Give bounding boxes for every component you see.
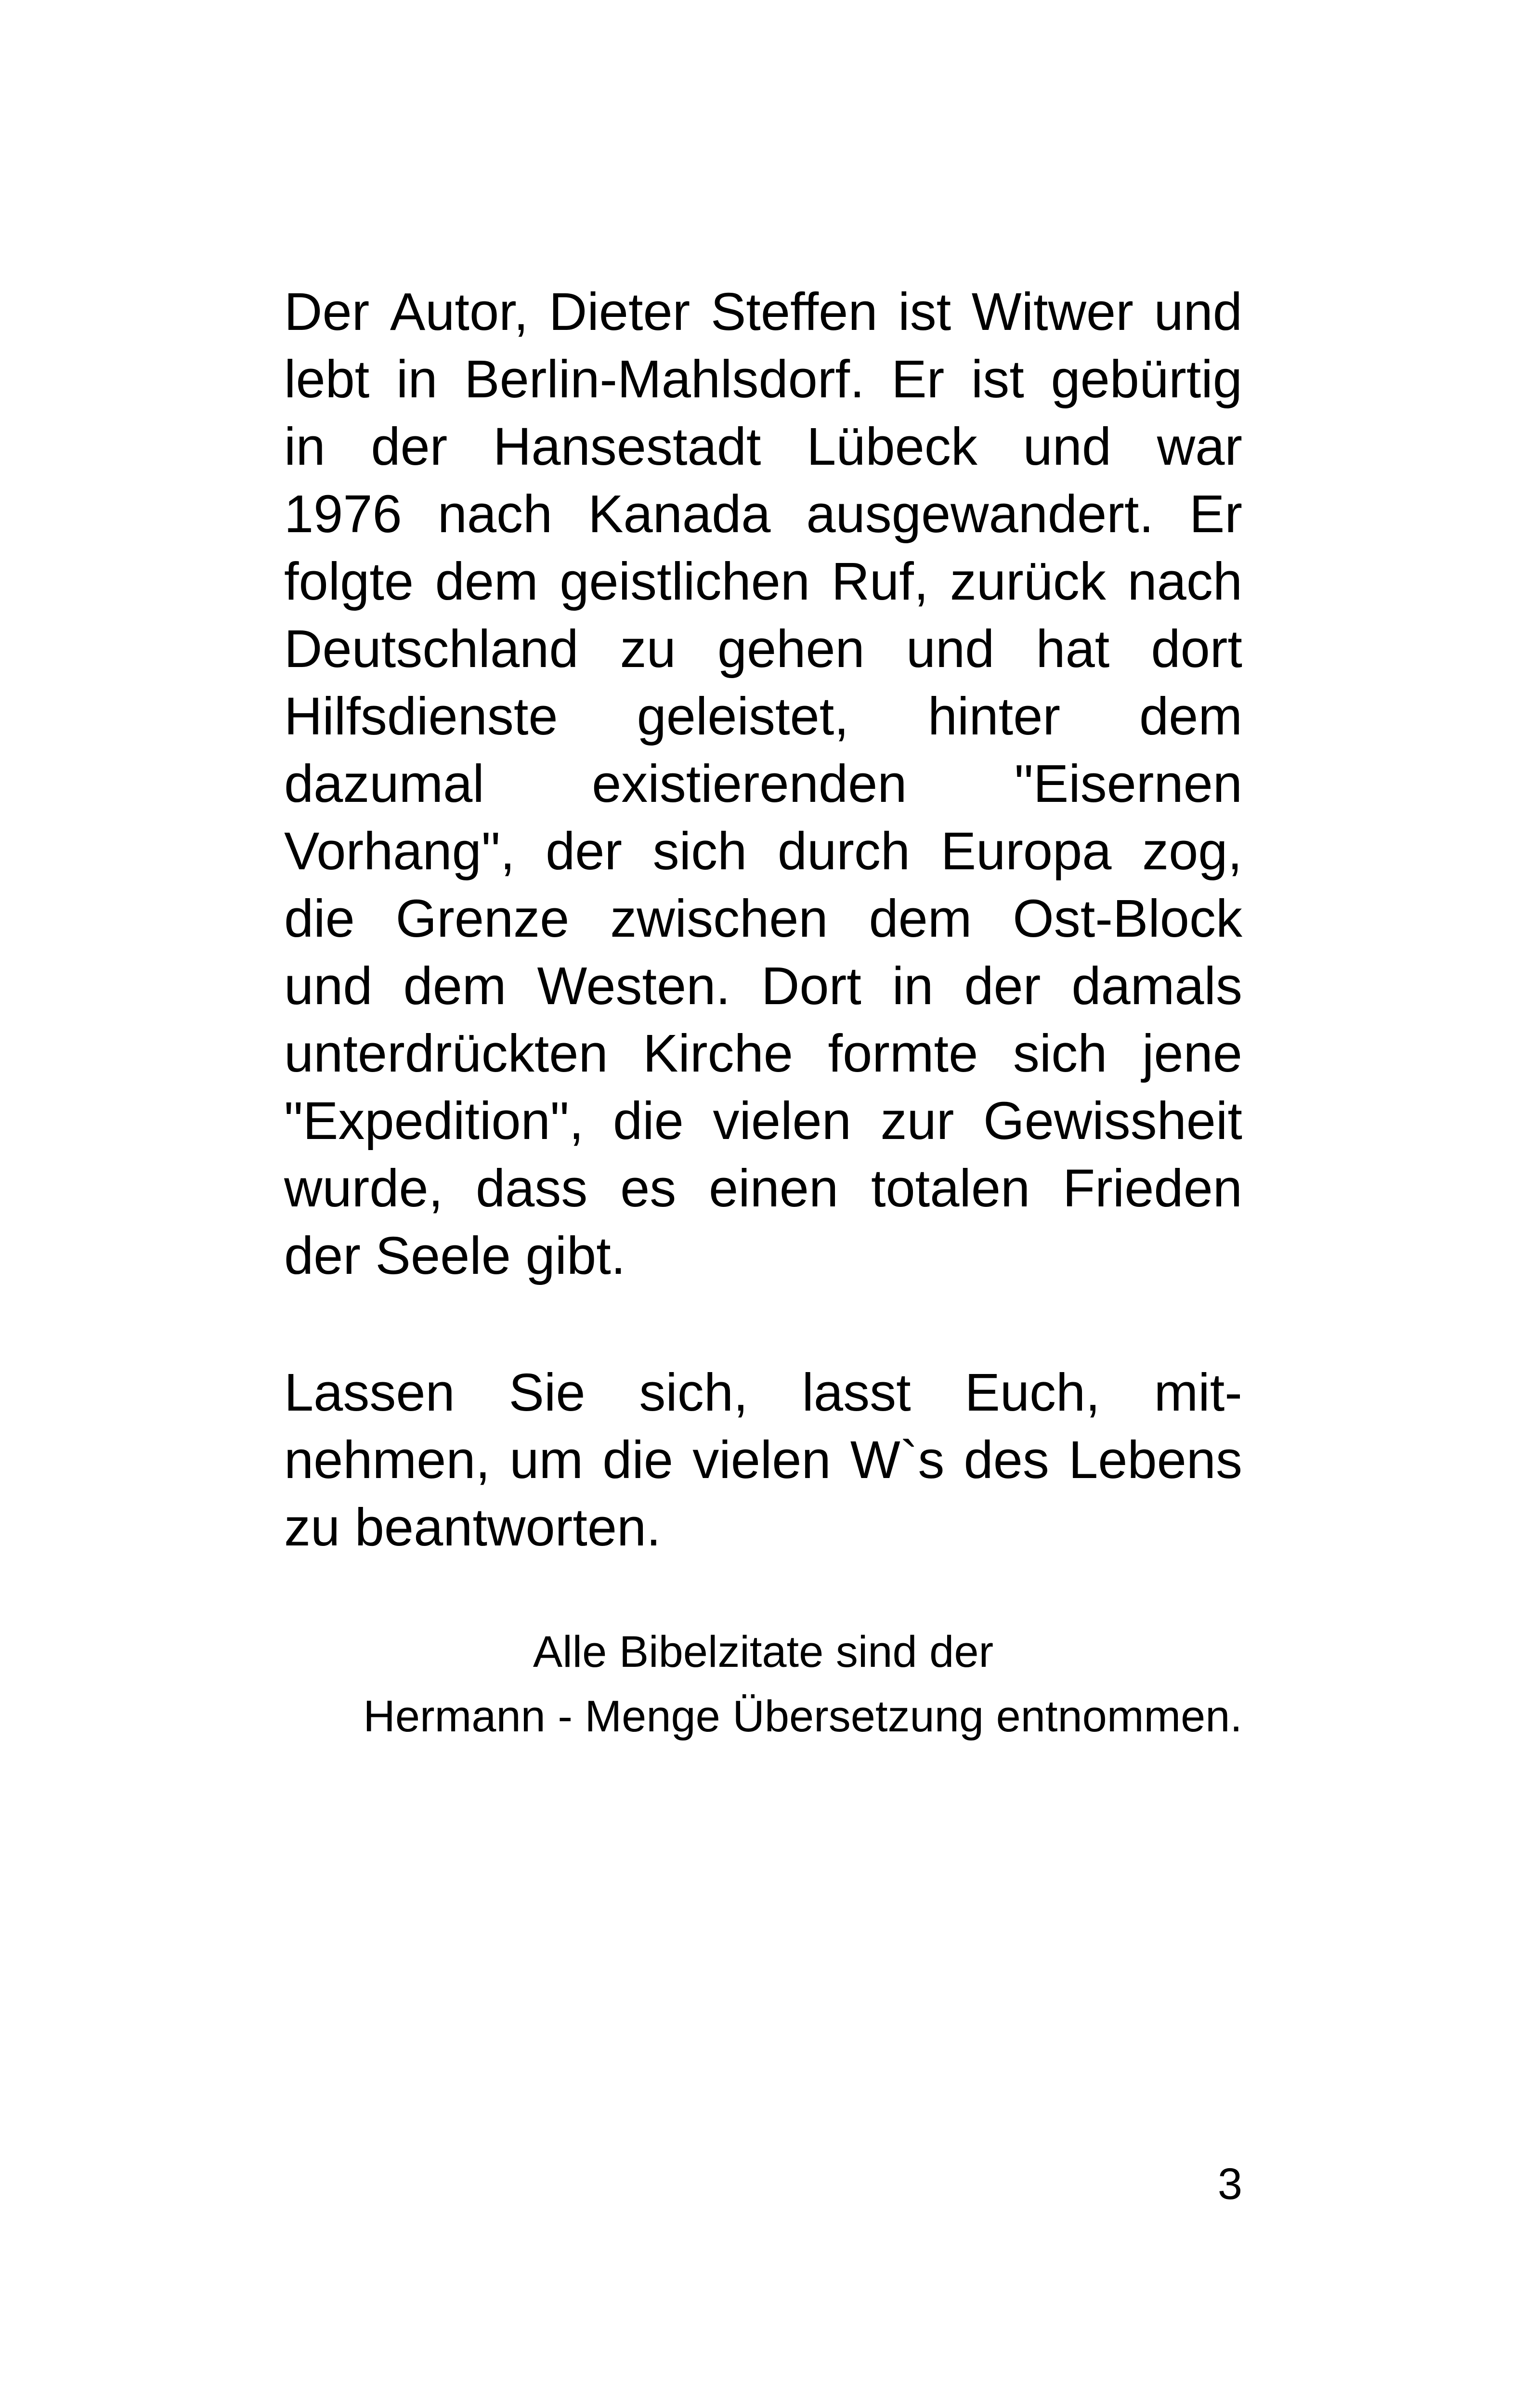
word: sich (652, 822, 747, 881)
text-line (284, 1359, 1242, 1426)
word: hinter (927, 687, 1061, 746)
word: existierenden (592, 754, 907, 813)
word: Deutschland (284, 619, 579, 679)
word: damals (1071, 956, 1242, 1016)
text-line (284, 885, 1242, 953)
word: durch (777, 822, 911, 881)
word: Sie (508, 1363, 586, 1422)
text-line (284, 1020, 1242, 1087)
word: in (892, 956, 934, 1016)
word: nehmen, (284, 1430, 491, 1490)
word: um (509, 1430, 584, 1490)
author-bio-paragraph (284, 278, 1242, 1290)
word: der (964, 956, 1041, 1016)
word: in (284, 417, 326, 476)
word: Hilfsdienste (284, 687, 558, 746)
word: dem (1139, 687, 1242, 746)
word: der (546, 822, 623, 881)
word: und (1154, 282, 1242, 341)
text-line (284, 615, 1242, 683)
word: hat (1036, 619, 1110, 679)
word: Grenze (395, 889, 570, 948)
text-line (284, 413, 1242, 481)
text-line (284, 346, 1242, 413)
word: sich, (639, 1363, 748, 1422)
word: W`s (850, 1430, 945, 1490)
word: die (613, 1091, 684, 1151)
note-line-1: Alle Bibelzitate sind der (533, 1627, 994, 1676)
word: lebt (284, 350, 370, 409)
text-line: der Seele gibt. (284, 1226, 626, 1285)
word: Der (284, 282, 370, 341)
word: zog, (1142, 822, 1242, 881)
word: wurde, (284, 1159, 443, 1218)
word: Witwer (971, 282, 1133, 341)
text-line (284, 953, 1242, 1020)
word: Dort (761, 956, 861, 1016)
word: dass (475, 1159, 588, 1218)
note-line-2: Hermann - Menge Übersetzung entnommen. (363, 1692, 1242, 1741)
word: und (906, 619, 995, 679)
word: gehen (717, 619, 865, 679)
invitation-paragraph (284, 1359, 1242, 1561)
word: jene (1142, 1024, 1242, 1083)
word: Autor, (390, 282, 529, 341)
word: dem (403, 956, 507, 1016)
word: Lassen (284, 1363, 455, 1422)
word: dem (869, 889, 972, 948)
word: zurück (950, 552, 1106, 611)
word: einen (709, 1159, 839, 1218)
word: Frieden (1062, 1159, 1242, 1218)
text-line (284, 481, 1242, 548)
word: der (371, 417, 448, 476)
word: "Eisernen (1014, 754, 1242, 813)
word: und (1023, 417, 1112, 476)
word: Berlin-Mahlsdorf. (464, 350, 865, 409)
word: Er (1189, 484, 1242, 544)
word: lasst (802, 1363, 911, 1422)
word: Ost-Block (1013, 889, 1242, 948)
text-line: zu beantworten. (284, 1498, 661, 1557)
word: es (620, 1159, 677, 1218)
text-line (284, 1087, 1242, 1155)
word: sich (1013, 1024, 1107, 1083)
word: 1976 (284, 484, 402, 544)
word: Vorhang", (284, 822, 515, 881)
word: geleistet, (637, 687, 849, 746)
word: war (1157, 417, 1242, 476)
word: folgte (284, 552, 414, 611)
word: Hansestadt (493, 417, 761, 476)
word: vielen (692, 1430, 831, 1490)
text-line (284, 683, 1242, 750)
word: ist (898, 282, 951, 341)
word: zwischen (610, 889, 828, 948)
word: dort (1151, 619, 1242, 679)
page-number: 3 (1217, 2159, 1242, 2209)
word: Er (891, 350, 945, 409)
word: Steffen (710, 282, 878, 341)
text-line (284, 818, 1242, 885)
text-line (284, 548, 1242, 615)
word: nach (1127, 552, 1242, 611)
text-line (284, 1426, 1242, 1494)
bible-quote-note (284, 1620, 1242, 1749)
text-line (284, 278, 1242, 346)
text-line (284, 750, 1242, 818)
word: die (602, 1430, 674, 1490)
word: in (396, 350, 438, 409)
word: Dieter (548, 282, 690, 341)
text-line (284, 1155, 1242, 1222)
word: totalen (871, 1159, 1030, 1218)
word: Gewissheit (983, 1091, 1242, 1151)
word: Kanada (588, 484, 771, 544)
word: ist (971, 350, 1024, 409)
word: Lebens (1068, 1430, 1242, 1490)
word: Euch, (964, 1363, 1100, 1422)
word: die (284, 889, 355, 948)
word: dem (435, 552, 538, 611)
word: zur (880, 1091, 954, 1151)
word: Kirche (643, 1024, 793, 1083)
word: ausgewandert. (806, 484, 1154, 544)
word: mit- (1154, 1363, 1242, 1422)
word: Europa (940, 822, 1112, 881)
word: Lübeck (807, 417, 977, 476)
word: zu (620, 619, 676, 679)
word: formte (828, 1024, 978, 1083)
word: unterdrückten (284, 1024, 608, 1083)
word: Westen. (537, 956, 730, 1016)
word: geistlichen (560, 552, 810, 611)
word: des (964, 1430, 1049, 1490)
word: dazumal (284, 754, 484, 813)
word: Ruf, (831, 552, 929, 611)
word: "Expedition", (284, 1091, 584, 1151)
word: nach (437, 484, 553, 544)
word: vielen (713, 1091, 851, 1151)
word: gebürtig (1051, 350, 1242, 409)
word: und (284, 956, 373, 1016)
